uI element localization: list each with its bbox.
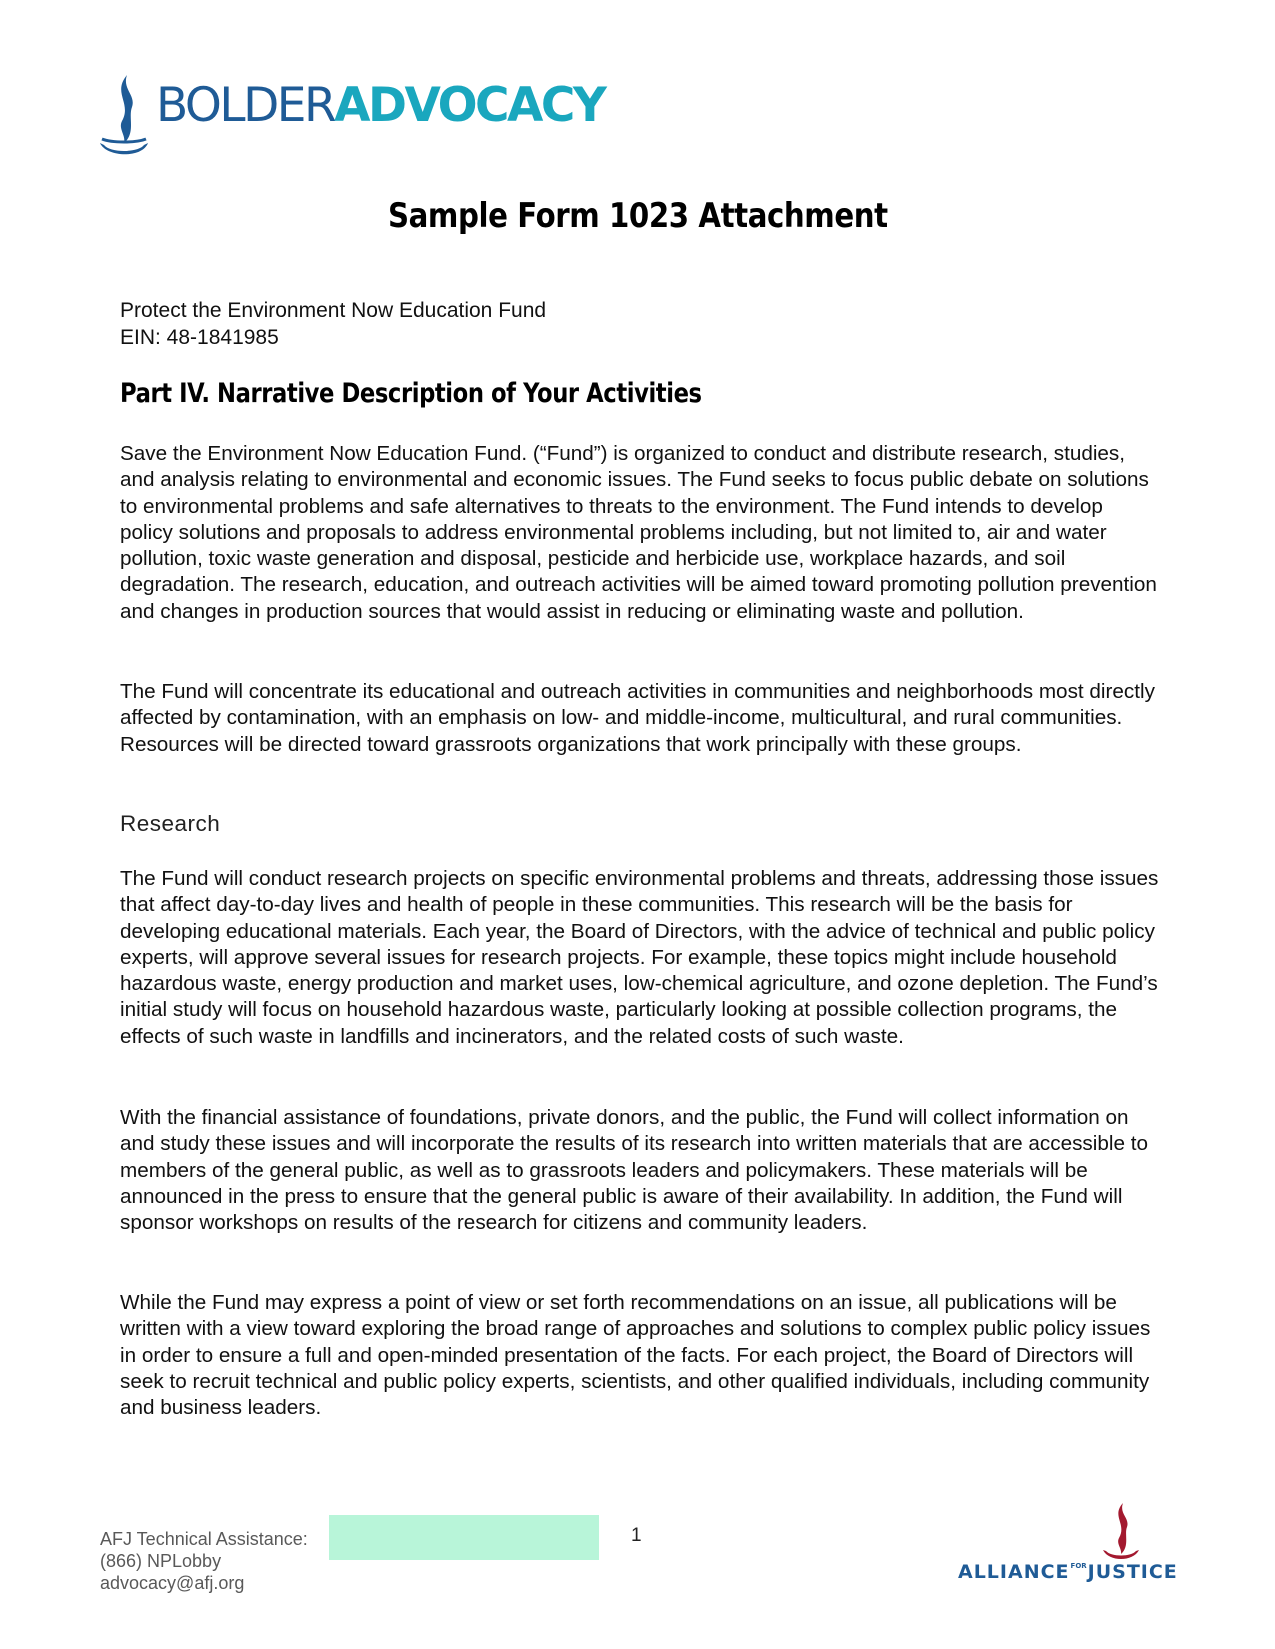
research-paragraph: While the Fund may express a point of view or set forth recommendations on an issue, all publications will be written with a view toward exploring the broad range of approaches and solutions to complex public policy issues in order to ensure a full and open-minded presentation of the facts. For each project, the Board of Directors will seek to recruit technical and public policy experts, scientists, and other qualified individuals, including community and business leaders. — [120, 1291, 1151, 1420]
afj-wordmark — [958, 1561, 1178, 1583]
document-title: Sample Form 1023 Attachment — [388, 196, 888, 236]
narrative-paragraph: Save the Environment Now Education Fund. (“Fund”) is organized to conduct and distribute research, studies, and analysis relating to environmental and economic issues. The Fund seeks to focus public debate on solutions to environmental problems and safe alternatives to threats to the environment. The Fund intends to develop policy solutions and proposals to address environmental problems including, but not limited to, air and water pollution, toxic waste generation and disposal, pesticide and herbicide use, workplace hazards, and soil degradation. The research, education, and outreach activities will be aimed toward promoting pollution prevention and changes in production sources that would assist in reducing or eliminating waste and pollution. — [120, 442, 1157, 623]
logo-text-advocacy: ADVOCACY — [334, 77, 605, 133]
research-paragraph: With the financial assistance of foundations, private donors, and the public, the Fund will collect information on and study these issues and will incorporate the results of its research into written materials that are accessible to members of the general public, as well as to grassroots leaders and policymakers. These materials will be announced in the press to ensure that the general public is aware of their availability. In addition, the Fund will sponsor workshops on results of the research for citizens and community leaders. — [120, 1106, 1148, 1235]
footer-email: advocacy@afj.org — [100, 1573, 245, 1593]
footer-contact — [100, 1528, 308, 1594]
afj-text-justice: JUSTICE — [1087, 1561, 1178, 1583]
research-subheading: Research — [120, 811, 221, 836]
organization-name: Protect the Environment Now Education Fund — [120, 299, 547, 322]
narrative-paragraph: The Fund will concentrate its educational and outreach activities in communities and neighborhoods most directly affected by contamination, with an emphasis on low- and middle-income, multicultural, and rural communities. Resources will be directed toward grassroots organizations that work principally with these groups. — [120, 680, 1155, 756]
highlight-box — [329, 1515, 599, 1560]
flame-icon — [98, 73, 150, 163]
afj-text-alliance: ALLIANCE — [958, 1561, 1070, 1583]
bolder-advocacy-logo — [98, 72, 604, 164]
footer-phone: (866) NPLobby — [100, 1551, 222, 1571]
afj-text-for: FOR — [1070, 1562, 1087, 1570]
footer-contact-label: AFJ Technical Assistance: — [100, 1529, 308, 1549]
page-number: 1 — [631, 1525, 642, 1546]
section-heading: Part IV. Narrative Description of Your Activities — [120, 378, 702, 409]
organization-ein: EIN: 48-1841985 — [120, 326, 279, 349]
flame-icon — [1101, 1502, 1141, 1564]
organization-block — [120, 297, 546, 351]
alliance-for-justice-logo — [958, 1498, 1178, 1598]
logo-text-bolder: BOLDER — [156, 77, 335, 133]
research-paragraph: The Fund will conduct research projects on specific environmental problems and threats, addressing those issues that affect day-to-day lives and health of people in these communities. This research will be the basis for developing educational materials. Each year, the Board of Directors, with the advice of technical and public policy experts, will approve several issues for research projects. For example, these topics might include household hazardous waste, energy production and market uses, low-chemical agriculture, and ozone depletion. The Fund’s initial study will focus on household hazardous waste, particularly looking at possible collection programs, the effects of such waste in landfills and incinerators, and the related costs of such waste. — [120, 867, 1159, 1048]
